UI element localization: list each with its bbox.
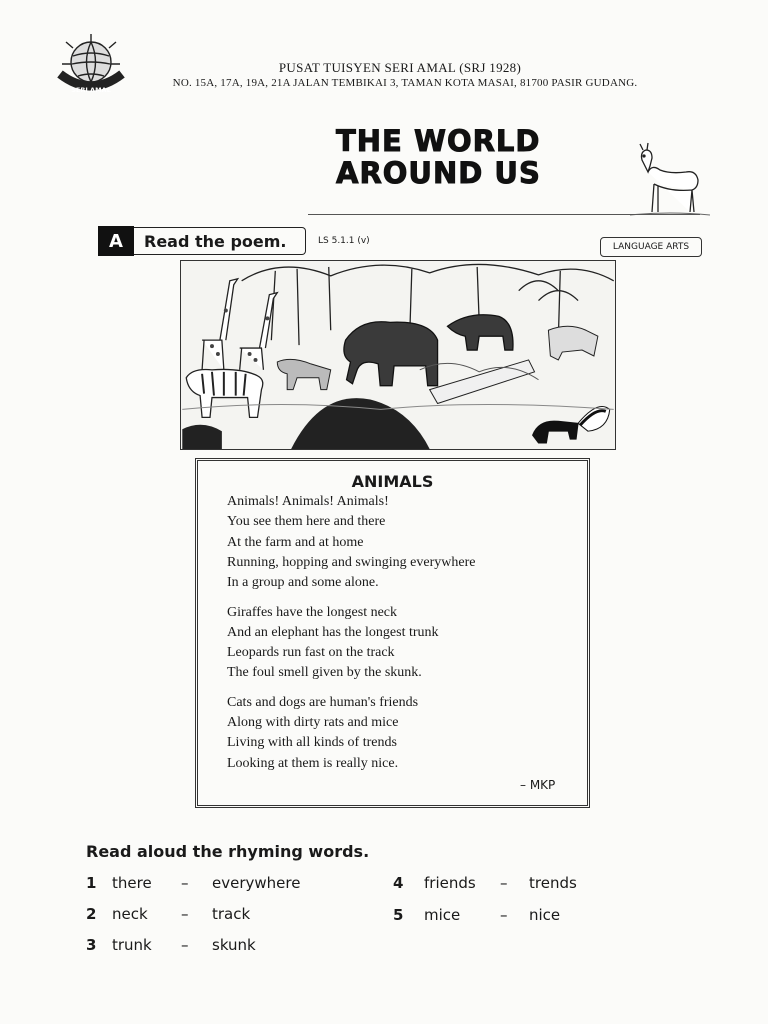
- subject-tag: LANGUAGE ARTS: [600, 237, 702, 257]
- rhyme-dash: –: [500, 906, 508, 924]
- page-title-line-2: AROUND US: [336, 156, 541, 190]
- poem-line: The foul smell given by the skunk.: [227, 665, 422, 680]
- skunk-illustration: [533, 407, 610, 444]
- poem-line: You see them here and there: [227, 514, 386, 529]
- title-divider: [308, 214, 700, 215]
- section-instruction: Read the poem.: [134, 227, 306, 255]
- rhyme-number: 4: [393, 874, 404, 892]
- poem-line: At the farm and at home: [227, 535, 364, 550]
- rhyme-word: trends: [529, 874, 577, 892]
- deer-illustration: [630, 136, 710, 218]
- poem-line: Along with dirty rats and mice: [227, 715, 399, 730]
- rhyming-heading: Read aloud the rhyming words.: [86, 842, 370, 861]
- rhyme-dash: –: [500, 874, 508, 892]
- rhyme-word: trunk: [112, 936, 152, 954]
- seri-amal-logo: [52, 30, 130, 102]
- rhyme-word: neck: [112, 905, 148, 923]
- rhyme-number: 5: [393, 906, 404, 924]
- rhyme-number: 1: [86, 874, 97, 892]
- poem-line: Running, hopping and swinging everywhere: [227, 555, 476, 570]
- tuition-center-name: PUSAT TUISYEN SERI AMAL (SRJ 1928): [278, 60, 522, 75]
- rhyme-dash: –: [181, 874, 189, 892]
- rhyme-number: 3: [86, 936, 97, 954]
- rhyme-number: 2: [86, 905, 97, 923]
- giraffe-illustration: [202, 279, 277, 370]
- rhyme-word: mice: [424, 906, 461, 924]
- poem-title: ANIMALS: [351, 472, 434, 491]
- poem-author: – MKP: [520, 778, 556, 792]
- poem-line: In a group and some alone.: [227, 575, 379, 590]
- svg-text:SERI AMAL: SERI AMAL: [71, 86, 111, 94]
- rhyme-word: skunk: [212, 936, 256, 954]
- learning-standard-code: LS 5.1.1 (v): [318, 236, 370, 246]
- poem-line: Giraffes have the longest neck: [227, 605, 398, 620]
- page-title-line-1: THE WORLD: [336, 124, 541, 158]
- rhyme-word: everywhere: [212, 874, 301, 892]
- poem-line: Animals! Animals! Animals!: [227, 494, 389, 509]
- rhyme-dash: –: [181, 905, 189, 923]
- rhyme-dash: –: [181, 936, 189, 954]
- poem-line: Looking at them is really nice.: [227, 756, 399, 771]
- rhyme-word: nice: [529, 906, 561, 924]
- animals-scene-illustration: [180, 260, 616, 450]
- tiger-illustration: [186, 369, 263, 417]
- rhyme-word: track: [212, 905, 251, 923]
- poem-line: And an elephant has the longest trunk: [227, 625, 439, 640]
- rhyme-word: there: [112, 874, 152, 892]
- section-letter-badge: A: [98, 226, 134, 256]
- rhyme-word: friends: [424, 874, 476, 892]
- tuition-center-address: NO. 15A, 17A, 19A, 21A JALAN TEMBIKAI 3, TAMAN KOTA MASAI, 81700 PASIR GUDANG.: [172, 77, 638, 89]
- poem-line: Cats and dogs are human's friends: [227, 695, 419, 710]
- poem-line: Living with all kinds of trends: [227, 735, 397, 750]
- poem-line: Leopards run fast on the track: [227, 645, 395, 660]
